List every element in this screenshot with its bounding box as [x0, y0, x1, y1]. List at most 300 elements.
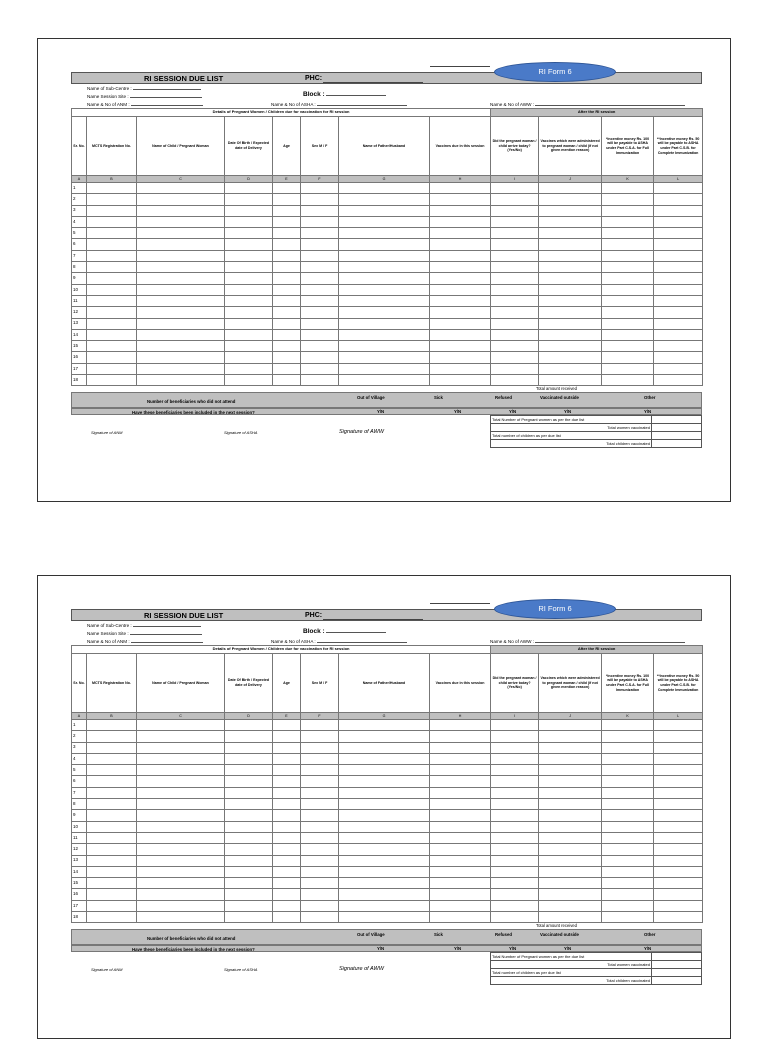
cell-name[interactable] [137, 821, 225, 832]
cell-incentive-50[interactable] [654, 205, 703, 216]
cell-mcts[interactable] [87, 239, 137, 250]
cell-mcts[interactable] [87, 799, 137, 810]
cell-name[interactable] [137, 753, 225, 764]
cell-sex[interactable] [301, 832, 339, 843]
cell-father[interactable] [339, 183, 430, 194]
cell-incentive-50[interactable] [654, 912, 703, 923]
cell-sex[interactable] [301, 194, 339, 205]
cell-administered[interactable] [539, 194, 602, 205]
cell-sex[interactable] [301, 810, 339, 821]
cell-father[interactable] [339, 832, 430, 843]
cell-name[interactable] [137, 776, 225, 787]
cell-father[interactable] [339, 821, 430, 832]
cell-vaccines-due[interactable] [430, 352, 491, 363]
cell-vaccines-due[interactable] [430, 295, 491, 306]
cell-dob[interactable] [225, 194, 273, 205]
cell-mcts[interactable] [87, 753, 137, 764]
cell-dob[interactable] [225, 363, 273, 374]
cell-name[interactable] [137, 363, 225, 374]
cell-sex[interactable] [301, 878, 339, 889]
cell-vaccines-due[interactable] [430, 799, 491, 810]
cell-vaccines-due[interactable] [430, 284, 491, 295]
cell-father[interactable] [339, 295, 430, 306]
cell-incentive-50[interactable] [654, 216, 703, 227]
cell-name[interactable] [137, 844, 225, 855]
cell-name[interactable] [137, 341, 225, 352]
cell-incentive-100[interactable] [602, 787, 654, 798]
cell-arrived[interactable] [491, 742, 539, 753]
cell-mcts[interactable] [87, 352, 137, 363]
cell-dob[interactable] [225, 329, 273, 340]
cell-incentive-50[interactable] [654, 799, 703, 810]
cell-sex[interactable] [301, 205, 339, 216]
cell-sex[interactable] [301, 912, 339, 923]
cell-dob[interactable] [225, 832, 273, 843]
cell-dob[interactable] [225, 765, 273, 776]
cell-father[interactable] [339, 228, 430, 239]
cell-age[interactable] [273, 239, 301, 250]
cell-age[interactable] [273, 900, 301, 911]
cell-sex[interactable] [301, 352, 339, 363]
cell-administered[interactable] [539, 295, 602, 306]
cell-age[interactable] [273, 765, 301, 776]
cell-incentive-100[interactable] [602, 776, 654, 787]
cell-incentive-50[interactable] [654, 753, 703, 764]
total-pw-cell[interactable] [651, 953, 701, 960]
cell-incentive-100[interactable] [602, 295, 654, 306]
cell-father[interactable] [339, 799, 430, 810]
cell-age[interactable] [273, 250, 301, 261]
cell-administered[interactable] [539, 900, 602, 911]
cell-administered[interactable] [539, 787, 602, 798]
cell-incentive-50[interactable] [654, 183, 703, 194]
cell-vaccines-due[interactable] [430, 866, 491, 877]
cell-dob[interactable] [225, 239, 273, 250]
cell-mcts[interactable] [87, 318, 137, 329]
cell-dob[interactable] [225, 787, 273, 798]
cell-name[interactable] [137, 329, 225, 340]
cell-sex[interactable] [301, 295, 339, 306]
cell-age[interactable] [273, 262, 301, 273]
cell-incentive-50[interactable] [654, 720, 703, 731]
cell-incentive-50[interactable] [654, 742, 703, 753]
cell-incentive-50[interactable] [654, 228, 703, 239]
cell-arrived[interactable] [491, 855, 539, 866]
cell-name[interactable] [137, 787, 225, 798]
cell-vaccines-due[interactable] [430, 205, 491, 216]
cell-vaccines-due[interactable] [430, 262, 491, 273]
cell-father[interactable] [339, 866, 430, 877]
cell-dob[interactable] [225, 720, 273, 731]
cell-incentive-100[interactable] [602, 239, 654, 250]
cell-father[interactable] [339, 216, 430, 227]
cell-dob[interactable] [225, 273, 273, 284]
cell-name[interactable] [137, 284, 225, 295]
cell-sex[interactable] [301, 753, 339, 764]
cell-name[interactable] [137, 799, 225, 810]
cell-sex[interactable] [301, 250, 339, 261]
cell-incentive-100[interactable] [602, 318, 654, 329]
cell-arrived[interactable] [491, 341, 539, 352]
cell-incentive-50[interactable] [654, 900, 703, 911]
phc-field-line[interactable] [323, 82, 423, 83]
cell-vaccines-due[interactable] [430, 765, 491, 776]
cell-dob[interactable] [225, 866, 273, 877]
cell-administered[interactable] [539, 363, 602, 374]
cell-administered[interactable] [539, 753, 602, 764]
cell-father[interactable] [339, 329, 430, 340]
cell-incentive-100[interactable] [602, 284, 654, 295]
cell-mcts[interactable] [87, 832, 137, 843]
cell-age[interactable] [273, 341, 301, 352]
cell-sex[interactable] [301, 307, 339, 318]
cell-age[interactable] [273, 889, 301, 900]
cell-name[interactable] [137, 832, 225, 843]
aww-field[interactable] [535, 638, 685, 643]
cell-arrived[interactable] [491, 810, 539, 821]
cell-mcts[interactable] [87, 205, 137, 216]
cell-incentive-50[interactable] [654, 731, 703, 742]
cell-incentive-50[interactable] [654, 262, 703, 273]
cell-sex[interactable] [301, 216, 339, 227]
cell-name[interactable] [137, 855, 225, 866]
cell-incentive-100[interactable] [602, 262, 654, 273]
cell-vaccines-due[interactable] [430, 742, 491, 753]
yn-out-of-village[interactable]: Y/N [377, 946, 385, 952]
cell-dob[interactable] [225, 912, 273, 923]
cell-vaccines-due[interactable] [430, 228, 491, 239]
cell-dob[interactable] [225, 900, 273, 911]
cell-mcts[interactable] [87, 216, 137, 227]
cell-arrived[interactable] [491, 765, 539, 776]
cell-mcts[interactable] [87, 765, 137, 776]
cell-father[interactable] [339, 262, 430, 273]
cell-incentive-50[interactable] [654, 844, 703, 855]
cell-father[interactable] [339, 363, 430, 374]
cell-administered[interactable] [539, 273, 602, 284]
cell-name[interactable] [137, 720, 225, 731]
cell-arrived[interactable] [491, 821, 539, 832]
cell-incentive-100[interactable] [602, 855, 654, 866]
session-site-field[interactable] [130, 630, 202, 635]
cell-incentive-50[interactable] [654, 776, 703, 787]
cell-sex[interactable] [301, 341, 339, 352]
anm-field[interactable] [131, 638, 203, 643]
cell-dob[interactable] [225, 307, 273, 318]
cell-mcts[interactable] [87, 900, 137, 911]
cell-vaccines-due[interactable] [430, 375, 491, 386]
cell-mcts[interactable] [87, 194, 137, 205]
cell-administered[interactable] [539, 239, 602, 250]
yn-refused[interactable]: Y/N [509, 409, 517, 415]
cell-mcts[interactable] [87, 810, 137, 821]
cell-incentive-100[interactable] [602, 720, 654, 731]
cell-incentive-100[interactable] [602, 205, 654, 216]
cell-mcts[interactable] [87, 183, 137, 194]
cell-dob[interactable] [225, 183, 273, 194]
cell-name[interactable] [137, 262, 225, 273]
cell-father[interactable] [339, 731, 430, 742]
cell-arrived[interactable] [491, 720, 539, 731]
cell-age[interactable] [273, 912, 301, 923]
cell-dob[interactable] [225, 821, 273, 832]
cell-dob[interactable] [225, 284, 273, 295]
total-women-vacc-cell[interactable] [651, 961, 701, 968]
cell-incentive-100[interactable] [602, 228, 654, 239]
cell-sex[interactable] [301, 228, 339, 239]
cell-administered[interactable] [539, 844, 602, 855]
cell-vaccines-due[interactable] [430, 889, 491, 900]
cell-mcts[interactable] [87, 284, 137, 295]
cell-name[interactable] [137, 194, 225, 205]
cell-name[interactable] [137, 731, 225, 742]
yn-sick[interactable]: Y/N [454, 946, 462, 952]
cell-vaccines-due[interactable] [430, 810, 491, 821]
cell-name[interactable] [137, 878, 225, 889]
cell-mcts[interactable] [87, 341, 137, 352]
cell-incentive-50[interactable] [654, 765, 703, 776]
cell-sex[interactable] [301, 318, 339, 329]
cell-incentive-100[interactable] [602, 352, 654, 363]
cell-dob[interactable] [225, 352, 273, 363]
cell-age[interactable] [273, 787, 301, 798]
cell-name[interactable] [137, 352, 225, 363]
cell-vaccines-due[interactable] [430, 832, 491, 843]
cell-administered[interactable] [539, 832, 602, 843]
cell-incentive-50[interactable] [654, 855, 703, 866]
cell-administered[interactable] [539, 810, 602, 821]
cell-dob[interactable] [225, 375, 273, 386]
cell-incentive-50[interactable] [654, 375, 703, 386]
cell-dob[interactable] [225, 205, 273, 216]
cell-arrived[interactable] [491, 228, 539, 239]
cell-incentive-100[interactable] [602, 810, 654, 821]
cell-name[interactable] [137, 250, 225, 261]
cell-vaccines-due[interactable] [430, 318, 491, 329]
cell-father[interactable] [339, 352, 430, 363]
cell-age[interactable] [273, 799, 301, 810]
cell-administered[interactable] [539, 878, 602, 889]
cell-father[interactable] [339, 878, 430, 889]
cell-mcts[interactable] [87, 228, 137, 239]
cell-sex[interactable] [301, 855, 339, 866]
cell-arrived[interactable] [491, 787, 539, 798]
cell-father[interactable] [339, 787, 430, 798]
cell-administered[interactable] [539, 262, 602, 273]
cell-arrived[interactable] [491, 731, 539, 742]
cell-administered[interactable] [539, 720, 602, 731]
cell-name[interactable] [137, 765, 225, 776]
cell-name[interactable] [137, 216, 225, 227]
cell-administered[interactable] [539, 765, 602, 776]
cell-sex[interactable] [301, 731, 339, 742]
asha-field[interactable] [317, 638, 407, 643]
cell-administered[interactable] [539, 352, 602, 363]
cell-vaccines-due[interactable] [430, 844, 491, 855]
cell-arrived[interactable] [491, 239, 539, 250]
cell-incentive-50[interactable] [654, 329, 703, 340]
cell-administered[interactable] [539, 776, 602, 787]
cell-mcts[interactable] [87, 889, 137, 900]
cell-name[interactable] [137, 183, 225, 194]
cell-father[interactable] [339, 250, 430, 261]
cell-dob[interactable] [225, 228, 273, 239]
cell-arrived[interactable] [491, 183, 539, 194]
cell-father[interactable] [339, 810, 430, 821]
cell-age[interactable] [273, 742, 301, 753]
cell-incentive-100[interactable] [602, 900, 654, 911]
cell-incentive-100[interactable] [602, 731, 654, 742]
cell-dob[interactable] [225, 878, 273, 889]
cell-vaccines-due[interactable] [430, 216, 491, 227]
cell-arrived[interactable] [491, 284, 539, 295]
cell-mcts[interactable] [87, 742, 137, 753]
cell-sex[interactable] [301, 363, 339, 374]
cell-arrived[interactable] [491, 912, 539, 923]
cell-incentive-50[interactable] [654, 318, 703, 329]
cell-vaccines-due[interactable] [430, 753, 491, 764]
cell-age[interactable] [273, 307, 301, 318]
cell-incentive-50[interactable] [654, 889, 703, 900]
cell-mcts[interactable] [87, 262, 137, 273]
anm-field[interactable] [131, 101, 203, 106]
cell-name[interactable] [137, 889, 225, 900]
aww-field[interactable] [535, 101, 685, 106]
cell-father[interactable] [339, 742, 430, 753]
cell-vaccines-due[interactable] [430, 183, 491, 194]
cell-vaccines-due[interactable] [430, 341, 491, 352]
cell-arrived[interactable] [491, 262, 539, 273]
cell-dob[interactable] [225, 889, 273, 900]
cell-father[interactable] [339, 776, 430, 787]
cell-father[interactable] [339, 318, 430, 329]
cell-administered[interactable] [539, 742, 602, 753]
cell-arrived[interactable] [491, 216, 539, 227]
cell-name[interactable] [137, 375, 225, 386]
cell-age[interactable] [273, 329, 301, 340]
cell-vaccines-due[interactable] [430, 821, 491, 832]
cell-mcts[interactable] [87, 855, 137, 866]
cell-vaccines-due[interactable] [430, 307, 491, 318]
cell-age[interactable] [273, 731, 301, 742]
cell-father[interactable] [339, 889, 430, 900]
cell-mcts[interactable] [87, 731, 137, 742]
cell-father[interactable] [339, 284, 430, 295]
cell-father[interactable] [339, 341, 430, 352]
cell-name[interactable] [137, 307, 225, 318]
cell-incentive-100[interactable] [602, 832, 654, 843]
cell-incentive-50[interactable] [654, 295, 703, 306]
cell-sex[interactable] [301, 742, 339, 753]
cell-father[interactable] [339, 900, 430, 911]
cell-incentive-50[interactable] [654, 787, 703, 798]
cell-administered[interactable] [539, 799, 602, 810]
cell-vaccines-due[interactable] [430, 239, 491, 250]
cell-arrived[interactable] [491, 295, 539, 306]
cell-incentive-50[interactable] [654, 194, 703, 205]
cell-incentive-100[interactable] [602, 250, 654, 261]
cell-sex[interactable] [301, 900, 339, 911]
cell-incentive-50[interactable] [654, 363, 703, 374]
cell-sex[interactable] [301, 239, 339, 250]
cell-administered[interactable] [539, 307, 602, 318]
cell-incentive-100[interactable] [602, 341, 654, 352]
total-children-vacc-cell[interactable] [651, 440, 701, 447]
cell-dob[interactable] [225, 753, 273, 764]
session-site-field[interactable] [130, 93, 202, 98]
cell-administered[interactable] [539, 889, 602, 900]
cell-incentive-100[interactable] [602, 742, 654, 753]
cell-mcts[interactable] [87, 250, 137, 261]
cell-arrived[interactable] [491, 866, 539, 877]
cell-incentive-50[interactable] [654, 810, 703, 821]
cell-mcts[interactable] [87, 878, 137, 889]
cell-vaccines-due[interactable] [430, 363, 491, 374]
cell-administered[interactable] [539, 855, 602, 866]
cell-sex[interactable] [301, 284, 339, 295]
cell-name[interactable] [137, 205, 225, 216]
cell-father[interactable] [339, 205, 430, 216]
cell-arrived[interactable] [491, 318, 539, 329]
cell-mcts[interactable] [87, 375, 137, 386]
cell-incentive-100[interactable] [602, 307, 654, 318]
cell-incentive-100[interactable] [602, 844, 654, 855]
total-pw-cell[interactable] [651, 416, 701, 423]
cell-incentive-100[interactable] [602, 889, 654, 900]
cell-vaccines-due[interactable] [430, 720, 491, 731]
cell-administered[interactable] [539, 341, 602, 352]
cell-sex[interactable] [301, 776, 339, 787]
block-field[interactable] [326, 628, 386, 633]
total-children-vacc-cell[interactable] [651, 977, 701, 984]
cell-name[interactable] [137, 866, 225, 877]
cell-mcts[interactable] [87, 273, 137, 284]
cell-dob[interactable] [225, 776, 273, 787]
cell-age[interactable] [273, 878, 301, 889]
cell-mcts[interactable] [87, 363, 137, 374]
cell-vaccines-due[interactable] [430, 776, 491, 787]
cell-vaccines-due[interactable] [430, 787, 491, 798]
cell-dob[interactable] [225, 216, 273, 227]
cell-arrived[interactable] [491, 799, 539, 810]
cell-administered[interactable] [539, 250, 602, 261]
cell-incentive-100[interactable] [602, 194, 654, 205]
cell-administered[interactable] [539, 183, 602, 194]
cell-dob[interactable] [225, 799, 273, 810]
cell-arrived[interactable] [491, 753, 539, 764]
block-field[interactable] [326, 91, 386, 96]
cell-incentive-50[interactable] [654, 866, 703, 877]
cell-arrived[interactable] [491, 352, 539, 363]
cell-administered[interactable] [539, 821, 602, 832]
cell-age[interactable] [273, 216, 301, 227]
cell-dob[interactable] [225, 810, 273, 821]
cell-mcts[interactable] [87, 720, 137, 731]
cell-mcts[interactable] [87, 866, 137, 877]
cell-sex[interactable] [301, 821, 339, 832]
cell-arrived[interactable] [491, 250, 539, 261]
subcentre-field[interactable] [133, 622, 201, 627]
cell-incentive-100[interactable] [602, 183, 654, 194]
cell-vaccines-due[interactable] [430, 912, 491, 923]
cell-incentive-100[interactable] [602, 821, 654, 832]
cell-father[interactable] [339, 855, 430, 866]
cell-incentive-50[interactable] [654, 878, 703, 889]
cell-name[interactable] [137, 318, 225, 329]
cell-name[interactable] [137, 228, 225, 239]
cell-sex[interactable] [301, 262, 339, 273]
cell-father[interactable] [339, 194, 430, 205]
